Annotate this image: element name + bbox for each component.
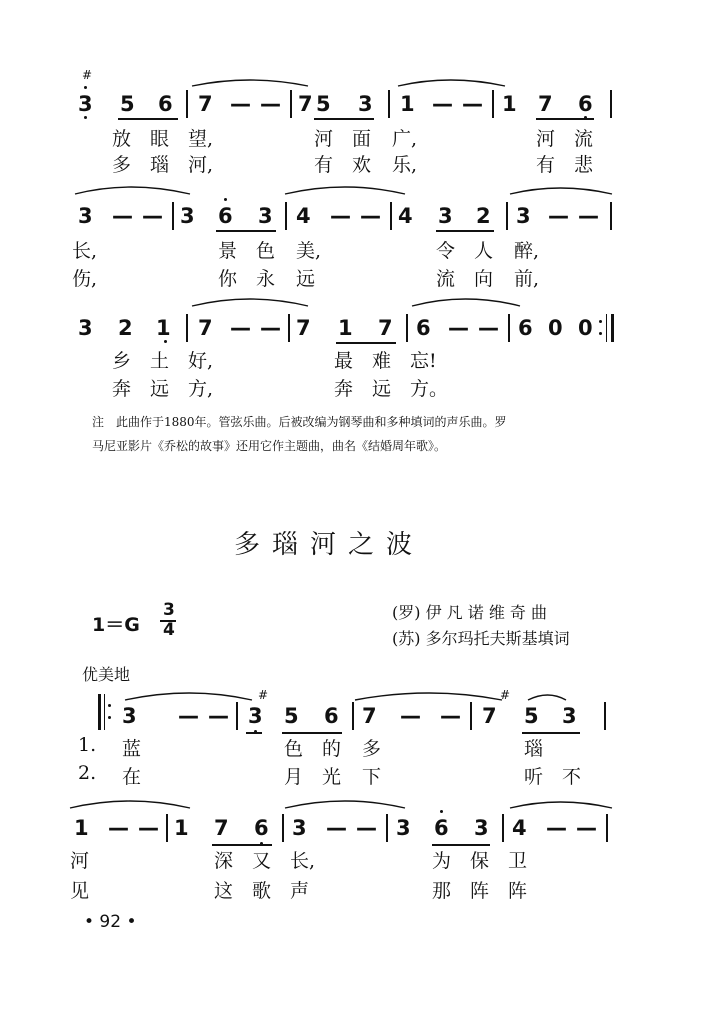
note: 3 (78, 316, 93, 340)
bar-line (604, 702, 606, 730)
lyric: 乡 (112, 350, 132, 372)
lyric: 那 (432, 880, 452, 902)
note: 3 (258, 204, 273, 228)
note: — (576, 816, 597, 840)
lyric: 下 (362, 766, 382, 788)
repeat-bar-thin (104, 694, 105, 730)
lyric: 流 (436, 268, 456, 290)
note: 3 (122, 704, 137, 728)
note: 7 (538, 92, 553, 116)
note: 6 (518, 316, 533, 340)
note: — (260, 316, 281, 340)
lyricist-credit: (苏) 多尔玛托夫斯基填词 (392, 629, 570, 648)
bar-line (610, 90, 612, 118)
lyric: 又 (252, 850, 272, 872)
lyric: 阵 (508, 880, 528, 902)
note: 3 (516, 204, 531, 228)
lyric: 这 (214, 880, 234, 902)
note: 2 (118, 316, 133, 340)
lyric: 好, (188, 350, 214, 372)
lyric: 美, (296, 240, 322, 262)
note: 4 (296, 204, 311, 228)
lyric: 人 (474, 240, 494, 262)
note: 5 (316, 92, 331, 116)
note: 2 (476, 204, 491, 228)
lyric: 河 (70, 850, 90, 872)
note: — (208, 704, 229, 728)
octave-dot (84, 86, 87, 89)
lyric: 见 (70, 880, 90, 902)
time-signature-bottom: 4 (163, 620, 175, 640)
note: — (546, 816, 567, 840)
note: — (326, 816, 347, 840)
lyric: 悲 (574, 154, 594, 176)
lyric: 卫 (508, 850, 528, 872)
note: — (178, 704, 199, 728)
lyric: 河 (536, 128, 556, 150)
lyric: 多 (112, 154, 132, 176)
lyric: 醉, (514, 240, 540, 262)
note: — (108, 816, 129, 840)
note: — (330, 204, 351, 228)
note: — (142, 204, 163, 228)
note: 3 (180, 204, 195, 228)
note: — (548, 204, 569, 228)
bar-line (508, 314, 510, 342)
note: 1 (174, 816, 189, 840)
lyric: 声 (290, 880, 310, 902)
time-signature-top: 3 (163, 600, 175, 620)
lyric: 的 (322, 738, 342, 760)
note: 1 (156, 316, 171, 340)
bar-line (388, 90, 390, 118)
note: — (432, 92, 453, 116)
repeat-dot (599, 332, 602, 335)
lyric: 远 (296, 268, 316, 290)
note: 7 (296, 316, 311, 340)
note: — (356, 816, 377, 840)
lyric: 2. (78, 762, 97, 784)
lyric: 听 (524, 766, 544, 788)
note: 0 (548, 316, 563, 340)
note: 5 (120, 92, 135, 116)
lyric: 长, (72, 240, 98, 262)
note: 7 (298, 92, 313, 116)
note: 1 (502, 92, 517, 116)
bar-line (236, 702, 238, 730)
note: 6 (218, 204, 233, 228)
lyric: 难 (372, 350, 392, 372)
footnote-line: 马尼亚影片《乔松的故事》还用它作主题曲，曲名《结婚周年歌》。 (92, 439, 447, 453)
bar-line (390, 202, 392, 230)
note: — (462, 92, 483, 116)
note: 5 (284, 704, 299, 728)
repeat-dot (108, 704, 111, 707)
lyric: 奔 (334, 378, 354, 400)
note: 3 (292, 816, 307, 840)
lyric: 月 (284, 766, 304, 788)
note: 3 (78, 92, 93, 116)
bar-line (285, 202, 287, 230)
lyric: 方。 (410, 378, 449, 400)
note: — (138, 816, 159, 840)
underline (314, 118, 374, 120)
repeat-dot (599, 320, 602, 323)
note: — (360, 204, 381, 228)
bar-line (288, 314, 290, 342)
lyric: 向 (474, 268, 494, 290)
lyric: 望, (188, 128, 214, 150)
lyric: 色 (256, 240, 276, 262)
lyric: 深 (214, 850, 234, 872)
lyric: 伤, (72, 268, 98, 290)
lyric: 瑙 (150, 154, 170, 176)
note: 1 (74, 816, 89, 840)
note: 6 (158, 92, 173, 116)
note: 3 (78, 204, 93, 228)
lyric: 永 (256, 268, 276, 290)
note: 4 (398, 204, 413, 228)
lyric: 景 (218, 240, 238, 262)
note: 3 (474, 816, 489, 840)
note: — (448, 316, 469, 340)
lyric: 色 (284, 738, 304, 760)
sharp-sign: # (258, 688, 269, 702)
lyric: 广, (392, 128, 418, 150)
note: 6 (416, 316, 431, 340)
lyric: 乐, (392, 154, 418, 176)
note: 0 (578, 316, 593, 340)
note: 6 (254, 816, 269, 840)
bar-line (186, 90, 188, 118)
note: 3 (358, 92, 373, 116)
note: 6 (324, 704, 339, 728)
lyric: 在 (122, 766, 142, 788)
footnote-line: 注 此曲作于1880年。管弦乐曲。后被改编为钢琴曲和多种填词的声乐曲。罗 (92, 415, 507, 429)
lyric: 方, (188, 378, 214, 400)
lyric: 前, (514, 268, 540, 290)
lyric: 河, (188, 154, 214, 176)
underline (216, 230, 276, 232)
lyric: 保 (470, 850, 490, 872)
bar-line (186, 314, 188, 342)
note: 3 (248, 704, 263, 728)
note: 7 (378, 316, 393, 340)
underline (436, 230, 494, 232)
lyric: 远 (372, 378, 392, 400)
note: — (230, 316, 251, 340)
lyric: 不 (562, 766, 582, 788)
lyric: 瑙 (524, 738, 544, 760)
bar-line (172, 202, 174, 230)
bar-line (386, 814, 388, 842)
note: 7 (198, 92, 213, 116)
octave-dot (440, 810, 443, 813)
lyric: 长, (290, 850, 316, 872)
lyric: 蓝 (122, 738, 142, 760)
note: 7 (214, 816, 229, 840)
lyric: 令 (436, 240, 456, 262)
sharp-sign: # (82, 68, 93, 82)
lyric: 奔 (112, 378, 132, 400)
bar-line (352, 702, 354, 730)
lyric: 远 (150, 378, 170, 400)
song-title: 多瑙河之波 (234, 530, 425, 560)
lyric: 光 (322, 766, 342, 788)
lyric: 多 (362, 738, 382, 760)
lyric: 为 (432, 850, 452, 872)
octave-dot (84, 116, 87, 119)
lyric: 阵 (470, 880, 490, 902)
bar-line (502, 814, 504, 842)
bar-line (606, 814, 608, 842)
repeat-dot (108, 716, 111, 719)
note: — (112, 204, 133, 228)
note: — (478, 316, 499, 340)
tempo-marking: 优美地 (82, 665, 131, 684)
note: 5 (524, 704, 539, 728)
note: 1 (338, 316, 353, 340)
lyric: 歌 (252, 880, 272, 902)
note: — (260, 92, 281, 116)
lyric: 最 (334, 350, 354, 372)
bar-line (470, 702, 472, 730)
footnote (92, 410, 507, 458)
bar-line (506, 202, 508, 230)
lyric: 面 (352, 128, 372, 150)
note: 3 (438, 204, 453, 228)
lyric: 河 (314, 128, 334, 150)
note: — (230, 92, 251, 116)
lyric: 有 (536, 154, 556, 176)
note: 3 (562, 704, 577, 728)
lyric: 忘! (410, 350, 437, 372)
note: — (440, 704, 461, 728)
lyric: 流 (574, 128, 594, 150)
underline (536, 118, 594, 120)
final-bar-thin (606, 314, 607, 342)
lyric: 放 (112, 128, 132, 150)
note: 1 (400, 92, 415, 116)
note: 3 (396, 816, 411, 840)
page-number: • 92 • (84, 912, 137, 932)
bar-line (282, 814, 284, 842)
bar-line (406, 314, 408, 342)
note: 7 (362, 704, 377, 728)
note: — (400, 704, 421, 728)
bar-line (290, 90, 292, 118)
octave-dot (224, 198, 227, 201)
lyric: 欢 (352, 154, 372, 176)
note: 7 (482, 704, 497, 728)
note: 6 (578, 92, 593, 116)
final-bar-thick (611, 314, 614, 342)
key-signature: 1＝G (92, 614, 140, 636)
lyric: 有 (314, 154, 334, 176)
lyric: 你 (218, 268, 238, 290)
bar-line (610, 202, 612, 230)
note: 7 (198, 316, 213, 340)
lyric: 1. (78, 734, 97, 756)
sharp-sign: # (500, 688, 511, 702)
bar-line (166, 814, 168, 842)
underline (336, 342, 396, 344)
repeat-bar-thick (98, 694, 101, 730)
note: 6 (434, 816, 449, 840)
note: — (578, 204, 599, 228)
underline (118, 118, 178, 120)
bar-line (492, 90, 494, 118)
composer-credit: (罗) 伊 凡 诺 维 奇 曲 (392, 603, 548, 622)
lyric: 土 (150, 350, 170, 372)
octave-dot (164, 340, 167, 343)
note: 4 (512, 816, 527, 840)
underline (246, 732, 262, 734)
lyric: 眼 (150, 128, 170, 150)
